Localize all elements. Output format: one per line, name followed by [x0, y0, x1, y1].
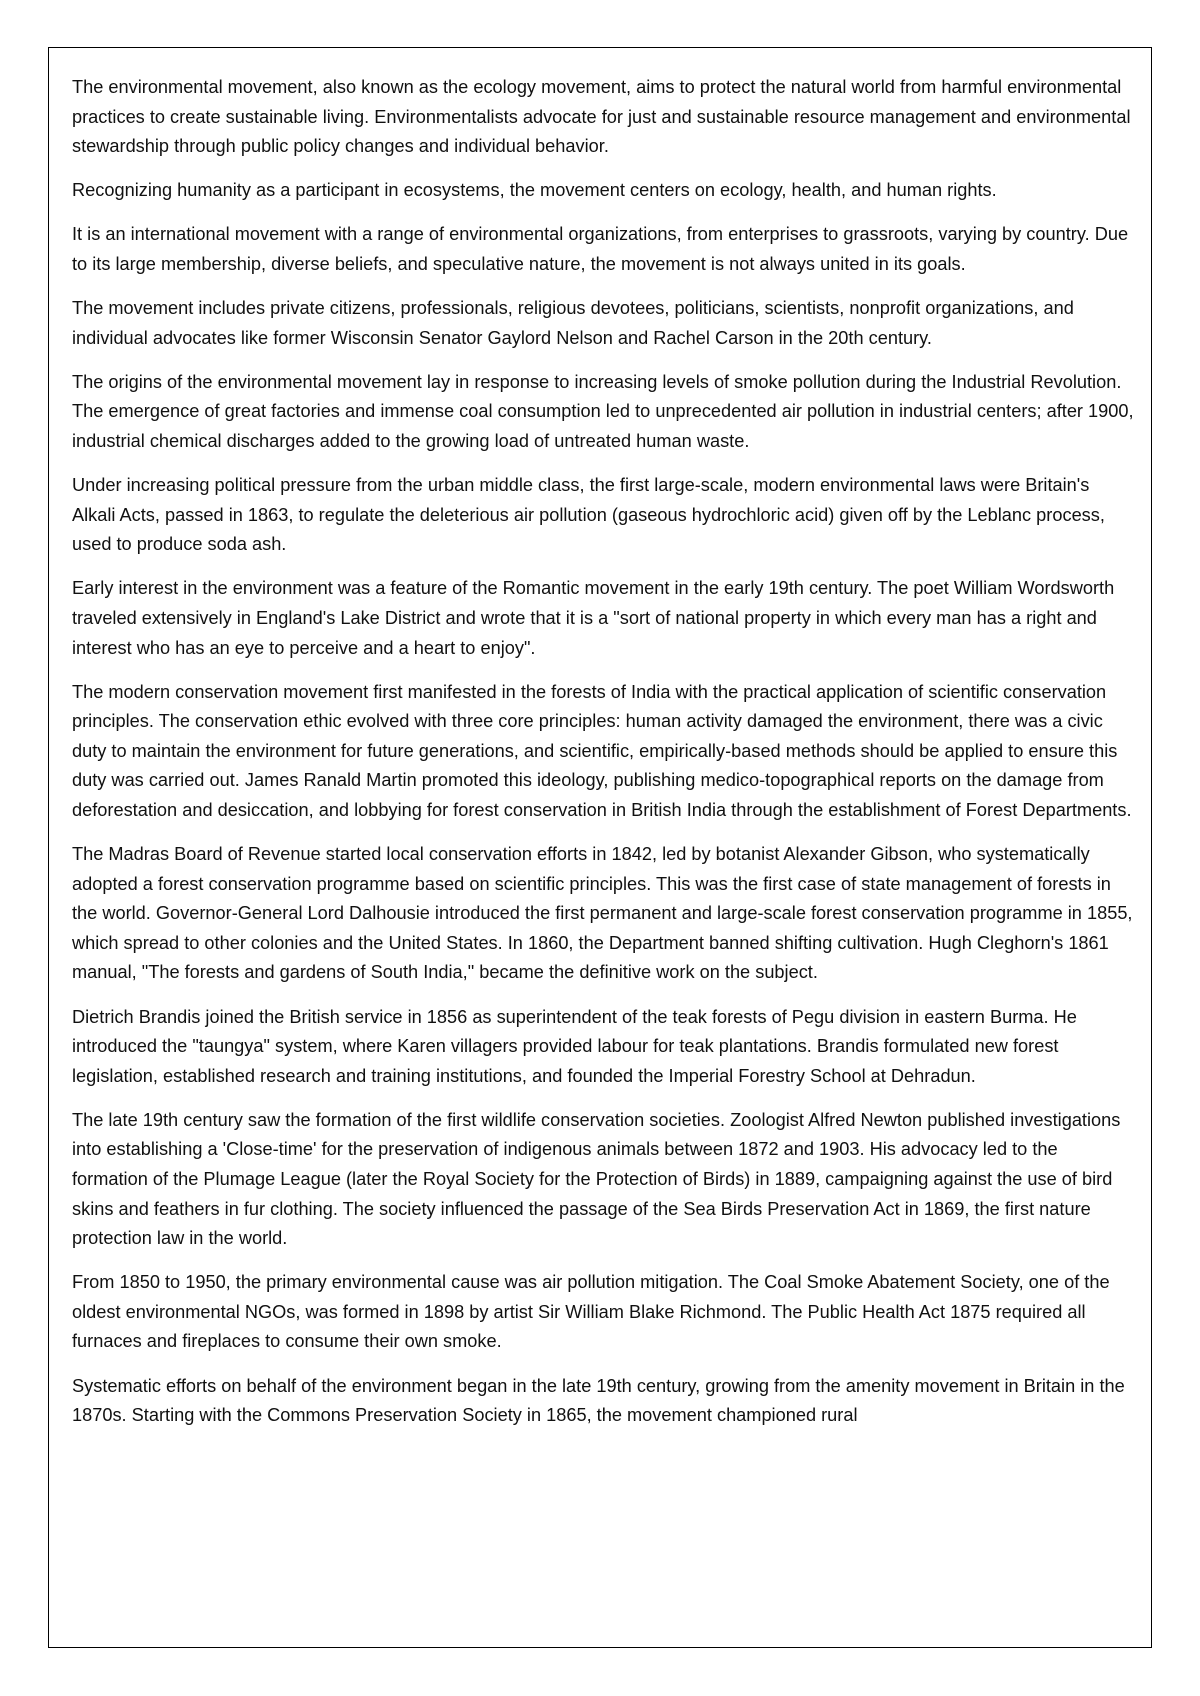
paragraph-9: The Madras Board of Revenue started local conservation efforts in 1842, led by botanist Alexander Gibson, who systematically adopted a forest conservation programme based on scientific principles. This was the first case of state management of forests in the world. Governor-General Lord Dalhousie introduced the first permanent and large-scale forest conservation programme in 1855, which spread to other colonies and the United States. In 1860, the Department banned shifting cultivation. Hugh Cleghorn's 1861 manual, "The forests and gardens of South India," became the definitive work on the subject.	[72, 844, 1133, 983]
paragraph-12: From 1850 to 1950, the primary environmental cause was air pollution mitigation. The Coal Smoke Abatement Society, one of the oldest environmental NGOs, was formed in 1898 by artist Sir William Blake Richmond. The Public Health Act 1875 required all furnaces and fireplaces to consume their own smoke.	[72, 1272, 1110, 1352]
paragraph-3: It is an international movement with a range of environmental organizations, from enterprises to grassroots, varying by country. Due to its large membership, diverse beliefs, and speculative nature, the movement is not always united in its goals.	[72, 224, 1129, 274]
paragraph-4: The movement includes private citizens, professionals, religious devotees, politicians, scientists, nonprofit organizations, and individual advocates like former Wisconsin Senator Gaylord Nelson and Rachel Carson in the 20th century.	[72, 298, 1074, 348]
paragraph-10: Dietrich Brandis joined the British service in 1856 as superintendent of the teak forests of Pegu division in eastern Burma. He introduced the "taungya" system, where Karen villagers provided labour for teak plantations. Brandis formulated new forest legislation, established research and training institutions, and founded the Imperial Forestry School at Dehradun.	[72, 1006, 1077, 1086]
paragraph-6: Under increasing political pressure from the urban middle class, the first large-scale, modern environmental laws were Britain's Alkali Acts, passed in 1863, to regulate the deleterious air pollution (gaseous hydrochloric acid) given off by the Leblanc process, used to produce soda ash.	[72, 475, 1105, 555]
paragraph-11: The late 19th century saw the formation of the first wildlife conservation societies. Zoologist Alfred Newton published investigations into establishing a 'Close-time' for the preservation of indigenous animals between 1872 and 1903. His advocacy led to the formation of the Plumage League (later the Royal Society for the Protection of Birds) in 1889, campaigning against the use of bird skins and feathers in fur clothing. The society influenced the passage of the Sea Birds Preservation Act in 1869, the first nature protection law in the world.	[72, 1109, 1121, 1249]
paragraph-8: The modern conservation movement first manifested in the forests of India with the practical application of scientific conservation principles. The conservation ethic evolved with three core principles: human activity damaged the environment, there was a civic duty to maintain the environment for future generations, and scientific, empirically-based methods should be applied to ensure this duty was carried out. James Ranald Martin promoted this ideology, publishing medico-topographical reports on the damage from deforestation and desiccation, and lobbying for forest conservation in British India through the establishment of Forest Departments.	[72, 681, 1132, 820]
paragraph-2: Recognizing humanity as a participant in ecosystems, the movement centers on ecology, health, and human rights.	[72, 180, 997, 201]
paragraph-7: Early interest in the environment was a feature of the Romantic movement in the early 19th century. The poet William Wordsworth traveled extensively in England's Lake District and wrote that it is a "sort of national property in which every man has a right and interest who has an eye to perceive and a heart to enjoy".	[72, 578, 1115, 658]
paragraph-13: Systematic efforts on behalf of the environment began in the late 19th century, growing from the amenity movement in Britain in the 1870s. Starting with the Commons Preservation Society in 1865, the movement championed rural	[72, 1375, 1125, 1426]
paragraph-5: The origins of the environmental movement lay in response to increasing levels of smoke pollution during the Industrial Revolution. The emergence of great factories and immense coal consumption led to unprecedented air pollution in industrial centers; after 1900, industrial chemical discharges added to the growing load of untreated human waste.	[72, 371, 1134, 451]
document-body	[72, 73, 1134, 1445]
paragraph-1: The environmental movement, also known as the ecology movement, aims to protect the natural world from harmful environmental practices to create sustainable living. Environmentalists advocate for just and sustainable resource management and environmental stewardship through public policy changes and individual behavior.	[72, 77, 1131, 157]
